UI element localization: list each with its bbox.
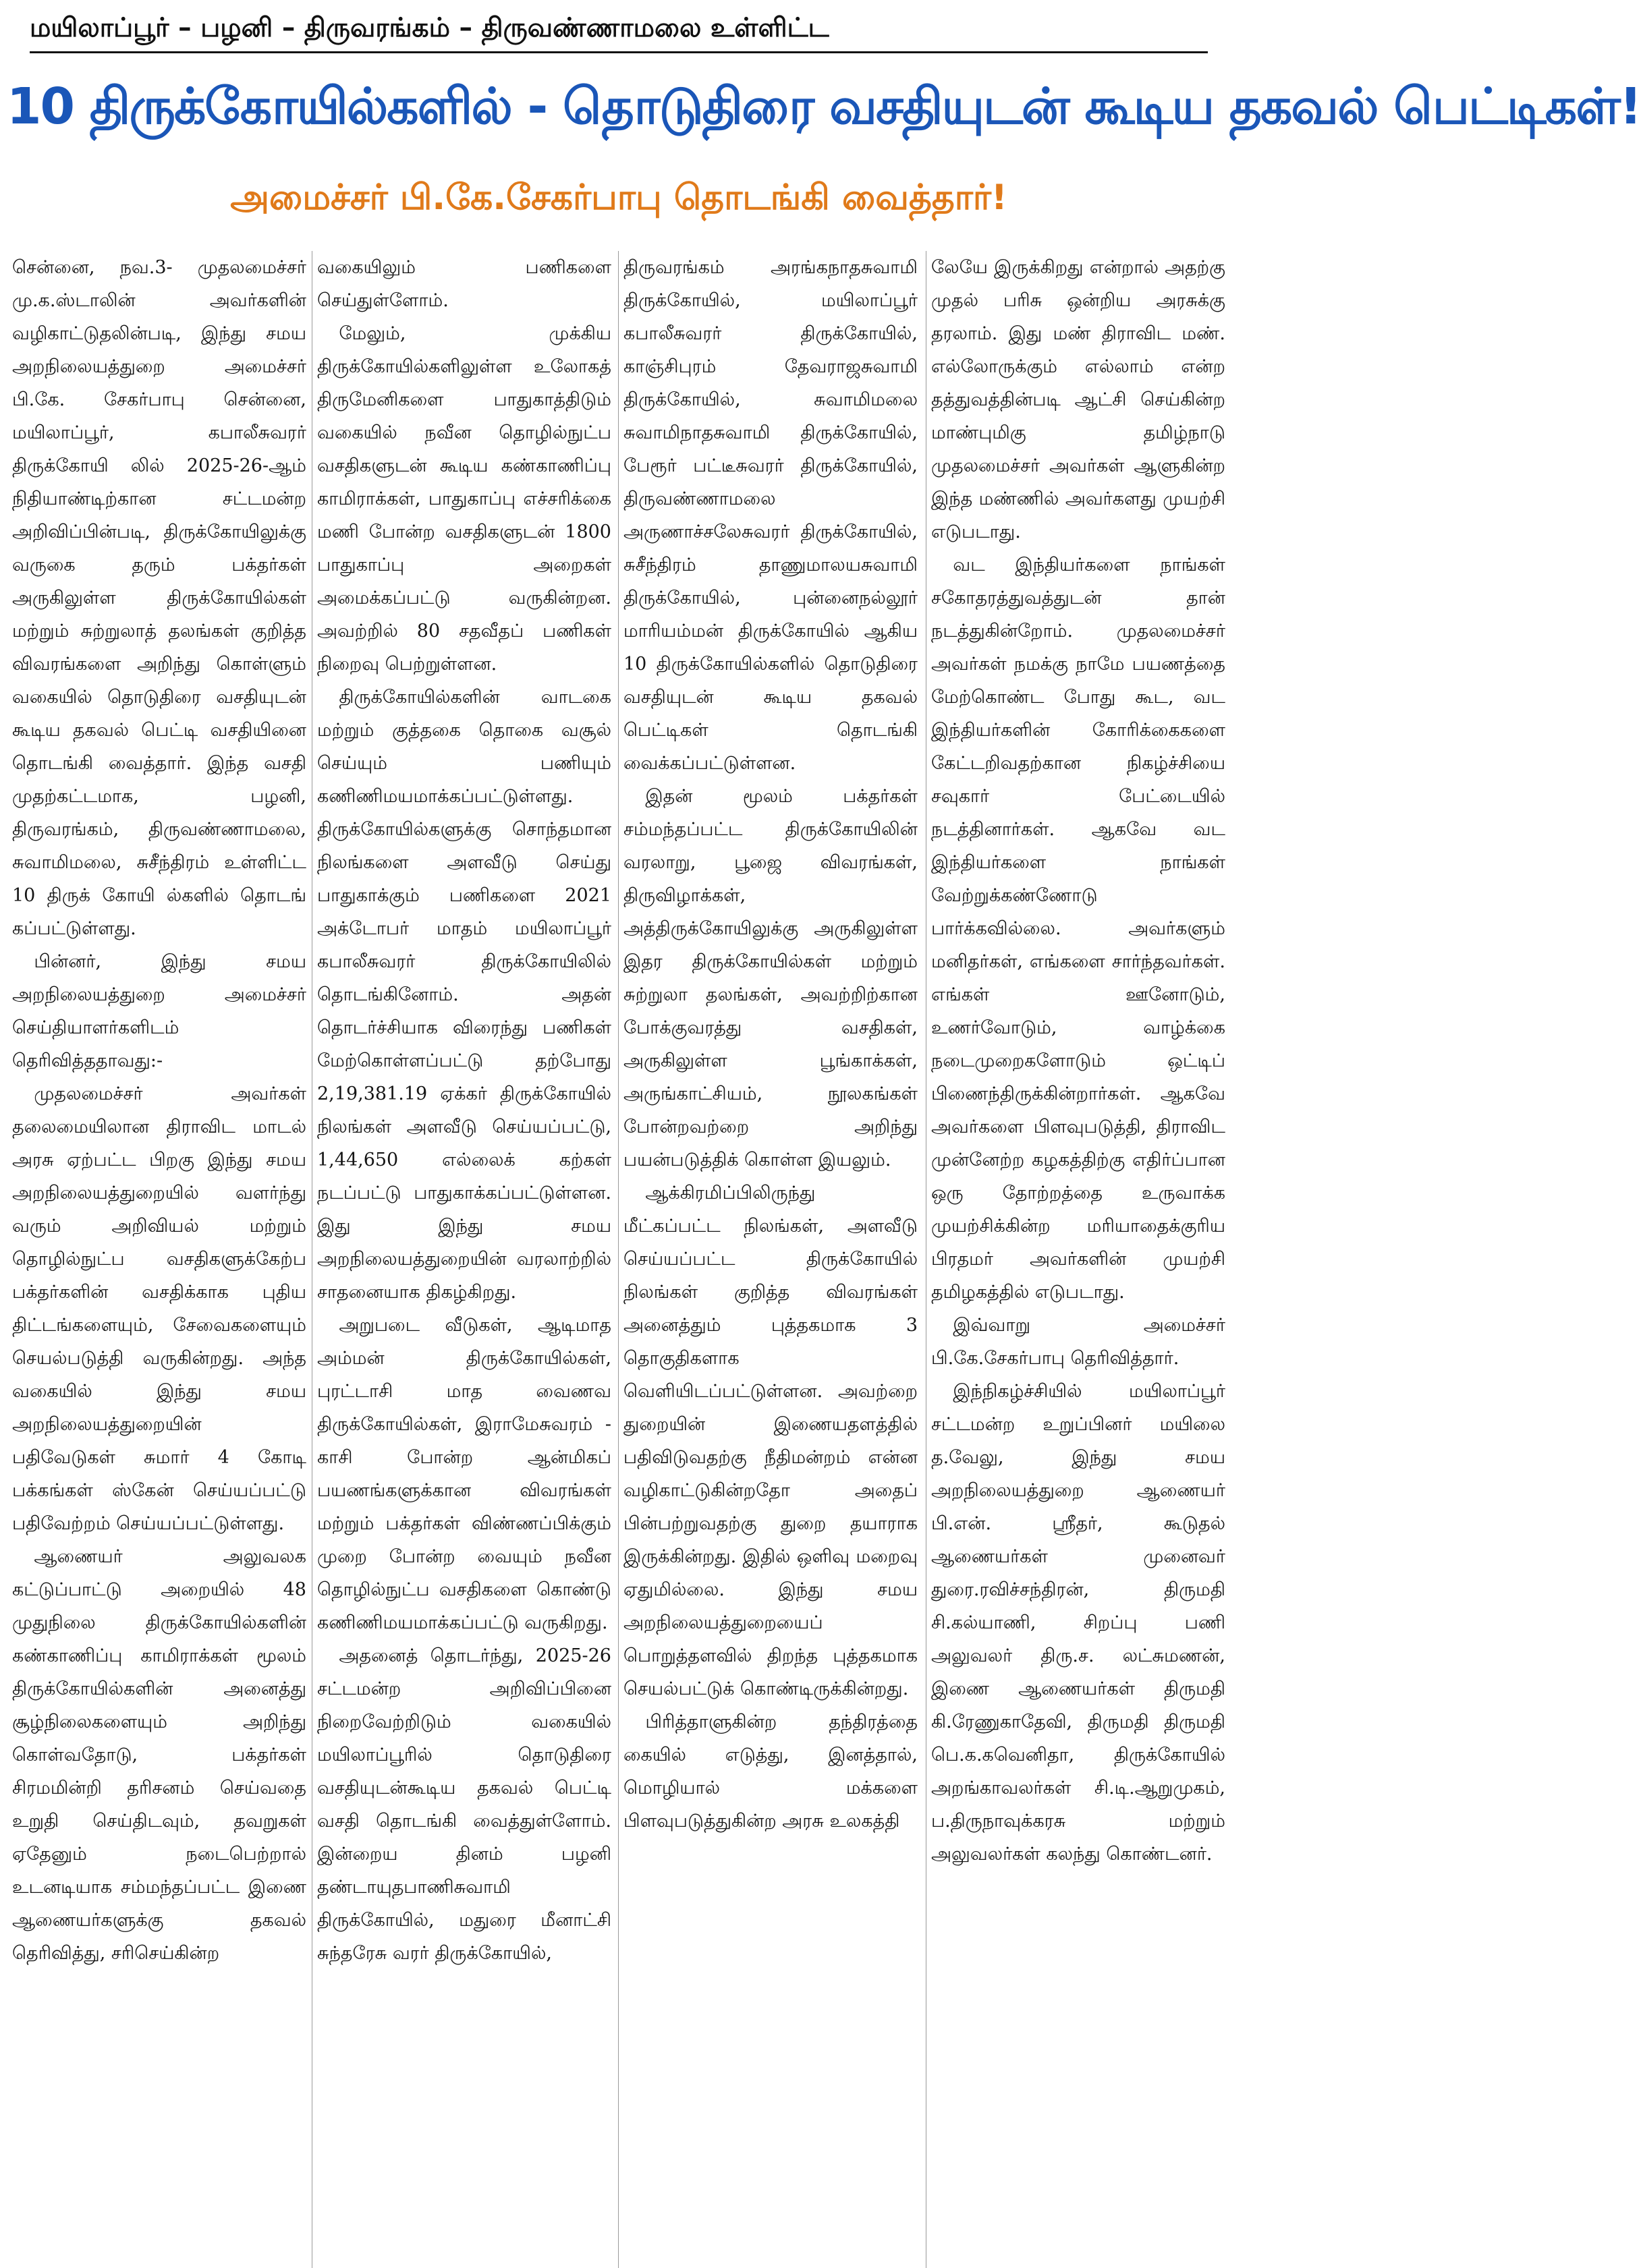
column-4 <box>931 251 1225 2268</box>
paragraph: ஆணையர் அலுவலக கட்டுப்பாட்டு அறையில் 48 முதுநிலை திருக்கோயில்களின் கண்காணிப்பு காமிராக்கள் மூலம் திருக்கோயில்களின் அனைத்து சூழ்நிலைகளையும் அறிந்து கொள்வதோடு, பக்தர்கள் சிரமமின்றி தரிசனம் செய்வதை உறுதி செய்திடவும், தவறுகள் ஏதேனும் நடைபெற்றால் உடனடியாக சம்மந்தப்பட்ட இணை ஆணையர்களுக்கு தகவல் தெரிவித்து, சரிசெய்கின்ற <box>12 1546 306 1964</box>
headline: 10 திருக்கோயில்களில் - தொடுதிரை வசதியுடன் கூடிய தகவல் பெட்டிகள்! <box>7 78 1641 136</box>
column-1 <box>12 251 306 2268</box>
paragraph: பின்னர், இந்து சமய அறநிலையத்துறை அமைச்சர் செய்தியாளர்களிடம் தெரிவித்ததாவது:- <box>12 951 306 1071</box>
paragraph: வட இந்தியர்களை நாங்கள் சகோதரத்துவத்துடன் தான் நடத்துகின்றோம். முதலமைச்சர் அவர்கள் நமக்கு நாமே பயணத்தை மேற்கொண்ட போது கூட, வட இந்தியர்களின் கோரிக்கைகளை கேட்டறிவதற்கான நிகழ்ச்சியை சவுகார் பேட்டையில் நடத்தினார்கள். ஆகவே வட இந்தியர்களை நாங்கள் வேற்றுக்கண்ணோடு பார்க்கவில்லை. அவர்களும் மனிதர்கள், எங்களை சார்ந்தவர்கள். எங்கள் ஊனோடும், உணர்வோடும், வாழ்க்கை நடைமுறைகளோடும் ஒட்டிப் பிணைந்திருக்கின்றார்கள். ஆகவே அவர்களை பிளவுபடுத்தி, திராவிட முன்னேற்ற கழகத்திற்கு எதிர்ப்பான ஒரு தோற்றத்தை உருவாக்க முயற்சிக்கின்ற மரியாதைக்குரிய பிரதமர் அவர்களின் முயற்சி தமிழகத்தில் எடுபடாது. <box>931 555 1225 1303</box>
paragraph: வகையிலும் பணிகளை செய்துள்ளோம். <box>317 257 611 311</box>
paragraph: திருவரங்கம் அரங்கநாதசுவாமி திருக்கோயில், மயிலாப்பூர் கபாலீசுவரர் திருக்கோயில், காஞ்சிபுரம் தேவராஜசுவாமி திருக்கோயில், சுவாமிமலை சுவாமிநாதசுவாமி திருக்கோயில், பேரூர் பட்டீசுவரர் திருக்கோயில், திருவண்ணாமலை அருணாச்சலேசுவரர் திருக்கோயில், சுசீந்திரம் தாணுமாலயசுவாமி திருக்கோயில், புன்னைநல்லூர் மாரியம்மன் திருக்கோயில் ஆகிய 10 திருக்கோயில்களில் தொடுதிரை வசதியுடன் கூடிய தகவல் பெட்டிகள் தொடங்கி வைக்கப்பட்டுள்ளன. <box>623 257 918 774</box>
paragraph: அதனைத் தொடர்ந்து, 2025-26 சட்டமன்ற அறிவிப்பினை நிறைவேற்றிடும் வகையில் மயிலாப்பூரில் தொடுதிரை வசதியுடன்கூடிய தகவல் பெட்டி வசதி தொடங்கி வைத்துள்ளோம். இன்றைய தினம் பழனி தண்டாயுதபாணிசுவாமி திருக்கோயில், மதுரை மீனாட்சி சுந்தரேசு வரர் திருக்கோயில், <box>317 1645 611 1964</box>
paragraph: ஆக்கிரமிப்பிலிருந்து மீட்கப்பட்ட நிலங்கள், அளவீடு செய்யப்பட்ட திருக்கோயில் நிலங்கள் குறித்த விவரங்கள் அனைத்தும் புத்தகமாக 3 தொகுதிகளாக வெளியிடப்பட்டுள்ளன. அவற்றை துறையின் இணையதளத்தில் பதிவிடுவதற்கு நீதிமன்றம் என்ன வழிகாட்டுகின்றதோ அதைப் பின்பற்றுவதற்கு துறை தயாராக இருக்கின்றது. இதில் ஒளிவு மறைவு ஏதுமில்லை. இந்து சமய அறநிலையத்துறையைப் பொறுத்தளவில் திறந்த புத்தகமாக செயல்பட்டுக் கொண்டிருக்கின்றது. <box>623 1183 918 1699</box>
paragraph: அறுபடை வீடுகள், ஆடிமாத அம்மன் திருக்கோயில்கள், புரட்டாசி மாத வைணவ திருக்கோயில்கள், இராமேசுவரம் - காசி போன்ற ஆன்மிகப் பயணங்களுக்கான விவரங்கள் மற்றும் பக்தர்கள் விண்ணப்பிக்கும் முறை போன்ற வையும் நவீன தொழில்நுட்ப வசதிகளை கொண்டு கணிணிமயமாக்கப்பட்டு வருகிறது. <box>317 1315 611 1633</box>
kicker-underline <box>30 51 1208 53</box>
subheadline: அமைச்சர் பி.கே.சேகர்பாபு தொடங்கி வைத்தார்! <box>230 177 1007 218</box>
paragraph: இதன் மூலம் பக்தர்கள் சம்மந்தப்பட்ட திருக்கோயிலின் வரலாறு, பூஜை விவரங்கள், திருவிழாக்கள், அத்திருக்கோயிலுக்கு அருகிலுள்ள இதர திருக்கோயில்கள் மற்றும் சுற்றுலா தலங்கள், அவற்றிற்கான போக்குவரத்து வசதிகள், அருகிலுள்ள பூங்காக்கள், அருங்காட்சியம், நூலகங்கள் போன்றவற்றை அறிந்து பயன்படுத்திக் கொள்ள இயலும். <box>623 786 918 1170</box>
article-columns <box>12 251 1227 2268</box>
paragraph: இவ்வாறு அமைச்சர் பி.கே.சேகர்பாபு தெரிவித்தார். <box>931 1315 1225 1369</box>
paragraph: இந்நிகழ்ச்சியில் மயிலாப்பூர் சட்டமன்ற உறுப்பினர் மயிலை த.வேலு, இந்து சமய அறநிலையத்துறை ஆணையர் பி.என். ஸ்ரீதர், கூடுதல் ஆணையர்கள் முனைவர் துரை.ரவிச்சந்திரன், திருமதி சி.கல்யாணி, சிறப்பு பணி அலுவலர் திரு.ச. லட்சுமணன், இணை ஆணையர்கள் திருமதி கி.ரேணுகாதேவி, திருமதி திருமதி பெ.க.கவெனிதா, திருக்கோயில் அறங்காவலர்கள் சி.டி.ஆறுமுகம், ப.திருநாவுக்கரசு மற்றும் அலுவலர்கள் கலந்து கொண்டனர். <box>931 1381 1225 1865</box>
paragraph: சென்னை, நவ.3- முதலமைச்சர் மு.க.ஸ்டாலின் அவர்களின் வழிகாட்டுதலின்படி, இந்து சமய அறநிலையத்துறை அமைச்சர் பி.கே. சேகர்பாபு சென்னை, மயிலாப்பூர், கபாலீசுவரர் திருக்கோயி லில் 2025-26-ஆம் நிதியாண்டிற்கான சட்டமன்ற அறிவிப்பின்படி, திருக்கோயிலுக்கு வருகை தரும் பக்தர்கள் அருகிலுள்ள திருக்கோயில்கள் மற்றும் சுற்றுலாத் தலங்கள் குறித்த விவரங்களை அறிந்து கொள்ளும் வகையில் தொடுதிரை வசதியுடன் கூடிய தகவல் பெட்டி வசதியினை தொடங்கி வைத்தார். இந்த வசதி முதற்கட்டமாக, பழனி, திருவரங்கம், திருவண்ணாமலை, சுவாமிமலை, சுசீந்திரம் உள்ளிட்ட 10 திருக் கோயி ல்களில் தொடங் கப்பட்டுள்ளது. <box>12 257 306 939</box>
paragraph: திருக்கோயில்களின் வாடகை மற்றும் குத்தகை தொகை வசூல் செய்யும் பணியும் கணிணிமயமாக்கப்பட்டுள்ளது. திருக்கோயில்களுக்கு சொந்தமான நிலங்களை அளவீடு செய்து பாதுகாக்கும் பணிகளை 2021 அக்டோபர் மாதம் மயிலாப்பூர் கபாலீசுவரர் திருக்கோயிலில் தொடங்கினோம். அதன் தொடர்ச்சியாக விரைந்து பணிகள் மேற்கொள்ளப்பட்டு தற்போது 2,19,381.19 ஏக்கர் திருக்கோயில் நிலங்கள் அளவீடு செய்யப்பட்டு, 1,44,650 எல்லைக் கற்கள் நடப்பட்டு பாதுகாக்கப்பட்டுள்ளன. இது இந்து சமய அறநிலையத்துறையின் வரலாற்றில் சாதனையாக திகழ்கிறது. <box>317 687 611 1303</box>
column-divider <box>618 251 619 2268</box>
paragraph: மேலும், முக்கிய திருக்கோயில்களிலுள்ள உலோகத் திருமேனிகளை பாதுகாத்திடும் வகையில் நவீன தொழில்நுட்ப வசதிகளுடன் கூடிய கண்காணிப்பு காமிராக்கள், பாதுகாப்பு எச்சரிக்கை மணி போன்ற வசதிகளுடன் 1800 பாதுகாப்பு அறைகள் அமைக்கப்பட்டு வருகின்றன. அவற்றில் 80 சதவீதப் பணிகள் நிறைவு பெற்றுள்ளன. <box>317 323 611 675</box>
column-3 <box>623 251 918 2268</box>
paragraph: பிரித்தாளுகின்ற தந்திரத்தை கையில் எடுத்து, இனத்தால், மொழியால் மக்களை பிளவுபடுத்துகின்ற அரசு உலகத்தி <box>623 1711 918 1832</box>
paragraph: லேயே இருக்கிறது என்றால் அதற்கு முதல் பரிசு ஒன்றிய அரசுக்கு தரலாம். இது மண் திராவிட மண். எல்லோருக்கும் எல்லாம் என்ற தத்துவத்தின்படி ஆட்சி செய்கின்ற மாண்புமிகு தமிழ்நாடு முதலமைச்சர் அவர்கள் ஆளுகின்ற இந்த மண்ணில் அவர்களது முயற்சி எடுபடாது. <box>931 257 1225 542</box>
kicker-line: மயிலாப்பூர் – பழனி – திருவரங்கம் – திருவண்ணாமலை உள்ளிட்ட <box>30 13 829 43</box>
paragraph: முதலமைச்சர் அவர்கள் தலைமையிலான திராவிட மாடல் அரசு ஏற்பட்ட பிறகு இந்து சமய அறநிலையத்துறையில் வளர்ந்து வரும் அறிவியல் மற்றும் தொழில்நுட்ப வசதிகளுக்கேற்ப பக்தர்களின் வசதிக்காக புதிய திட்டங்களையும், சேவைகளையும் செயல்படுத்தி வருகின்றது. அந்த வகையில் இந்து சமய அறநிலையத்துறையின் பதிவேடுகள் சுமார் 4 கோடி பக்கங்கள் ஸ்கேன் செய்யப்பட்டு பதிவேற்றம் செய்யப்பட்டுள்ளது. <box>12 1083 306 1534</box>
column-2 <box>317 251 611 2268</box>
